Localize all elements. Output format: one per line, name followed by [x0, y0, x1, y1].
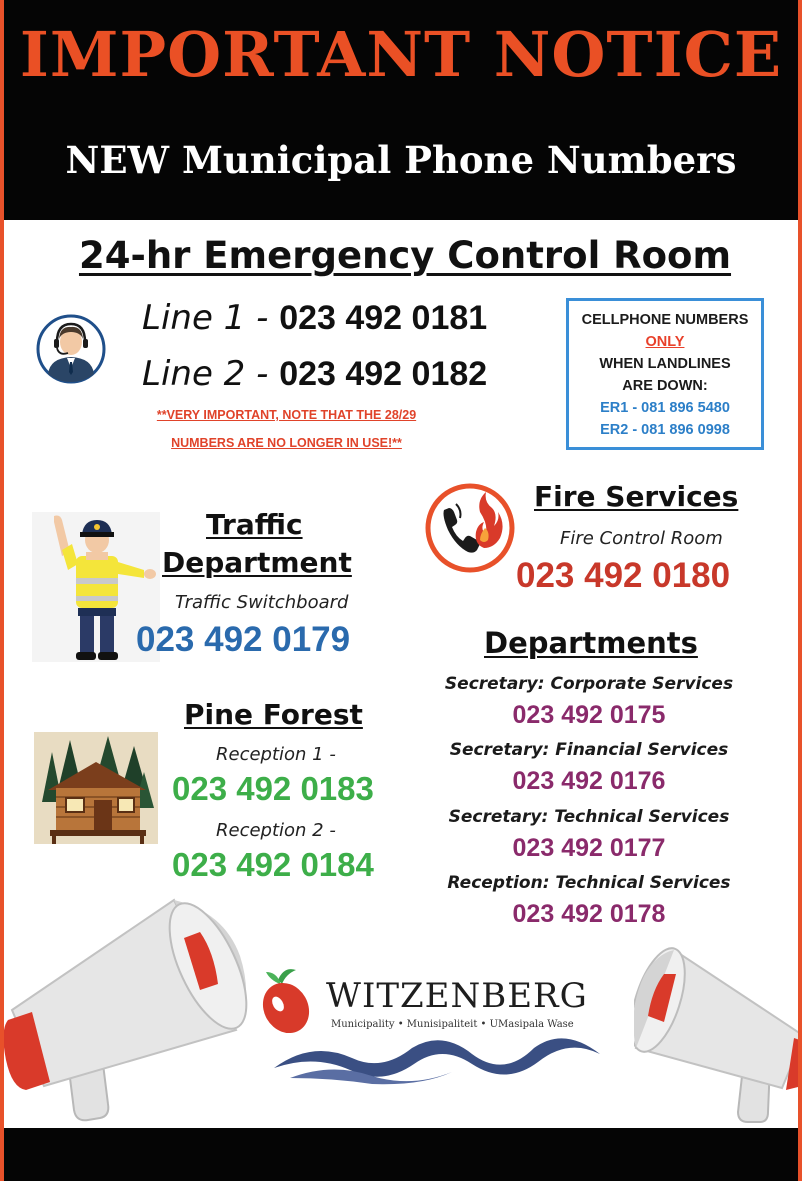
- cellphone-box-only: ONLY: [645, 334, 685, 350]
- subheadline: NEW Municipal Phone Numbers: [65, 138, 737, 182]
- reception-2-label: Reception 2 -: [216, 820, 336, 841]
- dept-number-financial[interactable]: 023 492 0176: [512, 767, 666, 795]
- dept-label-financial: Secretary: Financial Services: [449, 740, 729, 760]
- emergency-line-2: [142, 354, 487, 394]
- traffic-number[interactable]: 023 492 0179: [136, 620, 351, 659]
- fire-phone-icon: [422, 480, 518, 576]
- footer-bar: [4, 1128, 798, 1181]
- witzenberg-logo-tagline: Municipality • Munisipaliteit • UMasipala Wase: [331, 1019, 574, 1030]
- emergency-title: 24-hr Emergency Control Room: [78, 234, 732, 277]
- dept-label-corporate: Secretary: Corporate Services: [444, 674, 734, 694]
- witzenberg-logo-name: WITZENBERG: [326, 976, 588, 1016]
- header-banner: [4, 0, 798, 220]
- reception-1-number[interactable]: 023 492 0183: [172, 770, 374, 807]
- dept-number-technical[interactable]: 023 492 0177: [512, 834, 666, 862]
- traffic-title-line-1: Traffic: [206, 508, 303, 541]
- cellphone-box-line-3: WHEN LANDLINES: [599, 356, 731, 372]
- fire-number[interactable]: 023 492 0180: [516, 556, 731, 595]
- traffic-switchboard-label: Traffic Switchboard: [175, 592, 349, 613]
- line-1-number[interactable]: 023 492 0181: [279, 299, 488, 337]
- departments-title: Departments: [484, 626, 698, 660]
- megaphone-icon: [634, 940, 802, 1128]
- line-2-number[interactable]: 023 492 0182: [279, 355, 488, 393]
- traffic-title-line-2: Department: [162, 546, 352, 579]
- fire-services-title: Fire Services: [534, 480, 739, 513]
- megaphone-icon: [4, 880, 254, 1128]
- dept-number-corporate[interactable]: 023 492 0175: [512, 701, 666, 729]
- emergency-line-1: [142, 298, 487, 338]
- er2-number[interactable]: ER2 - 081 896 0998: [600, 422, 730, 438]
- operator-headset-icon: [36, 312, 106, 386]
- er1-number[interactable]: ER1 - 081 896 5480: [600, 400, 730, 416]
- dept-label-reception-technical: Reception: Technical Services: [447, 873, 731, 893]
- mountain-swoosh-graphic: [272, 1028, 602, 1088]
- cellphone-numbers-box: [566, 298, 764, 450]
- cellphone-box-line-4: ARE DOWN:: [622, 378, 708, 394]
- headline: IMPORTANT NOTICE: [19, 18, 783, 91]
- cellphone-box-line-1: CELLPHONE NUMBERS: [581, 312, 749, 328]
- forest-cabin-illustration: [34, 732, 158, 844]
- fire-control-label: Fire Control Room: [560, 528, 723, 549]
- dept-label-technical: Secretary: Technical Services: [448, 807, 730, 827]
- reception-1-label: Reception 1 -: [216, 744, 336, 765]
- warning-note-line-2: NUMBERS ARE NO LONGER IN USE!**: [171, 436, 402, 450]
- dept-number-reception-technical[interactable]: 023 492 0178: [512, 900, 666, 928]
- line-1-label: Line 1 -: [142, 298, 280, 338]
- pine-forest-title: Pine Forest: [184, 698, 363, 731]
- reception-2-number[interactable]: 023 492 0184: [172, 846, 374, 883]
- warning-note-line-1: **VERY IMPORTANT, NOTE THAT THE 28/29: [156, 408, 417, 422]
- line-2-label: Line 2 -: [142, 354, 280, 394]
